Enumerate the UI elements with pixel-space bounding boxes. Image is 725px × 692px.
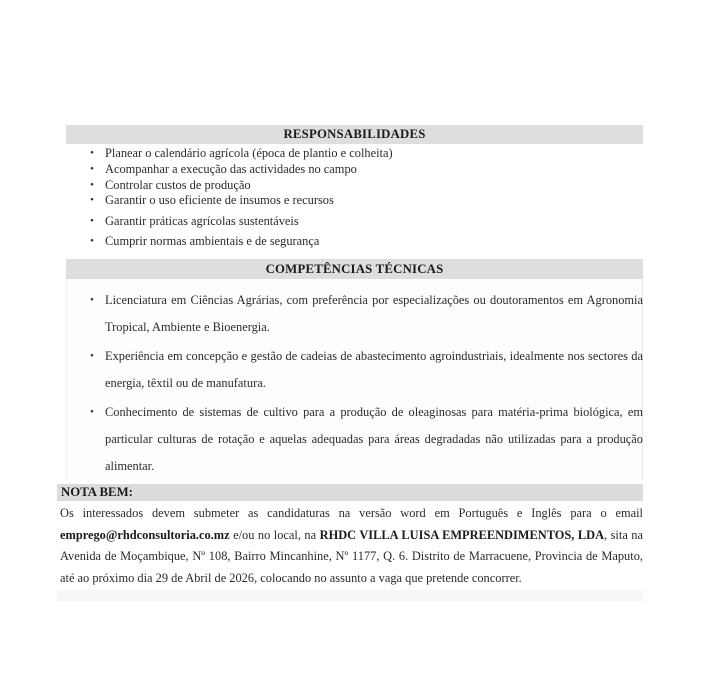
- email-text: emprego@rhdconsultoria.co.mz: [60, 527, 230, 542]
- responsibilities-list: [88, 146, 633, 250]
- nota-bem-paragraph: [60, 503, 643, 589]
- nota-text-2: e/ou no local, na: [229, 527, 320, 542]
- list-item: • Acompanhar a execução das actividades no campo: [88, 162, 633, 178]
- nota-text-3: , sita na Avenida de Moçambique, Nº 108, Bairro Mincanhine, Nº 1177, Q. 6. Distrito de Marracuene, Provincia de Maputo, até ao próximo dia 29 de Abril de 2026, colocando no assunto a vaga que pretende concorrer.: [60, 527, 643, 585]
- list-item: • Experiência em concepção e gestão de cadeias de abastecimento agroindustriais, idealmente nos sectores da energia, têxtil ou de manufatura.: [88, 343, 643, 397]
- nota-bem-header: NOTA BEM:: [57, 484, 643, 501]
- technical-competencies-header: COMPETÊNCIAS TÉCNICAS: [66, 259, 643, 279]
- list-item: • Garantir o uso eficiente de insumos e recursos: [88, 193, 633, 209]
- company-name: RHDC VILLA LUISA EMPREENDIMENTOS, LDA: [319, 527, 605, 542]
- nota-text-1: Os interessados devem submeter as candidaturas na versão word em Português e Inglês para o email: [60, 506, 643, 520]
- footer-bar: [57, 590, 643, 601]
- list-item: • Controlar custos de produção: [88, 178, 633, 194]
- list-item: • Conhecimento de sistemas de cultivo para a produção de oleaginosas para matéria-prima biológica, em particular culturas de rotação e aquelas adequadas para áreas degradadas não utilizadas para a produção alimentar.: [88, 399, 643, 479]
- list-item: • Garantir práticas agrícolas sustentáveis: [88, 214, 633, 230]
- list-item: • Planear o calendário agrícola (época de plantio e colheita): [88, 146, 633, 162]
- list-item: • Cumprir normas ambientais e de segurança: [88, 234, 633, 250]
- responsibilities-header: RESPONSABILIDADES: [66, 125, 643, 144]
- technical-competencies-list: [88, 287, 643, 482]
- list-item: • Licenciatura em Ciências Agrárias, com preferência por especializações ou doutoramentos em Agronomia Tropical, Ambiente e Bioenergia.: [88, 287, 643, 341]
